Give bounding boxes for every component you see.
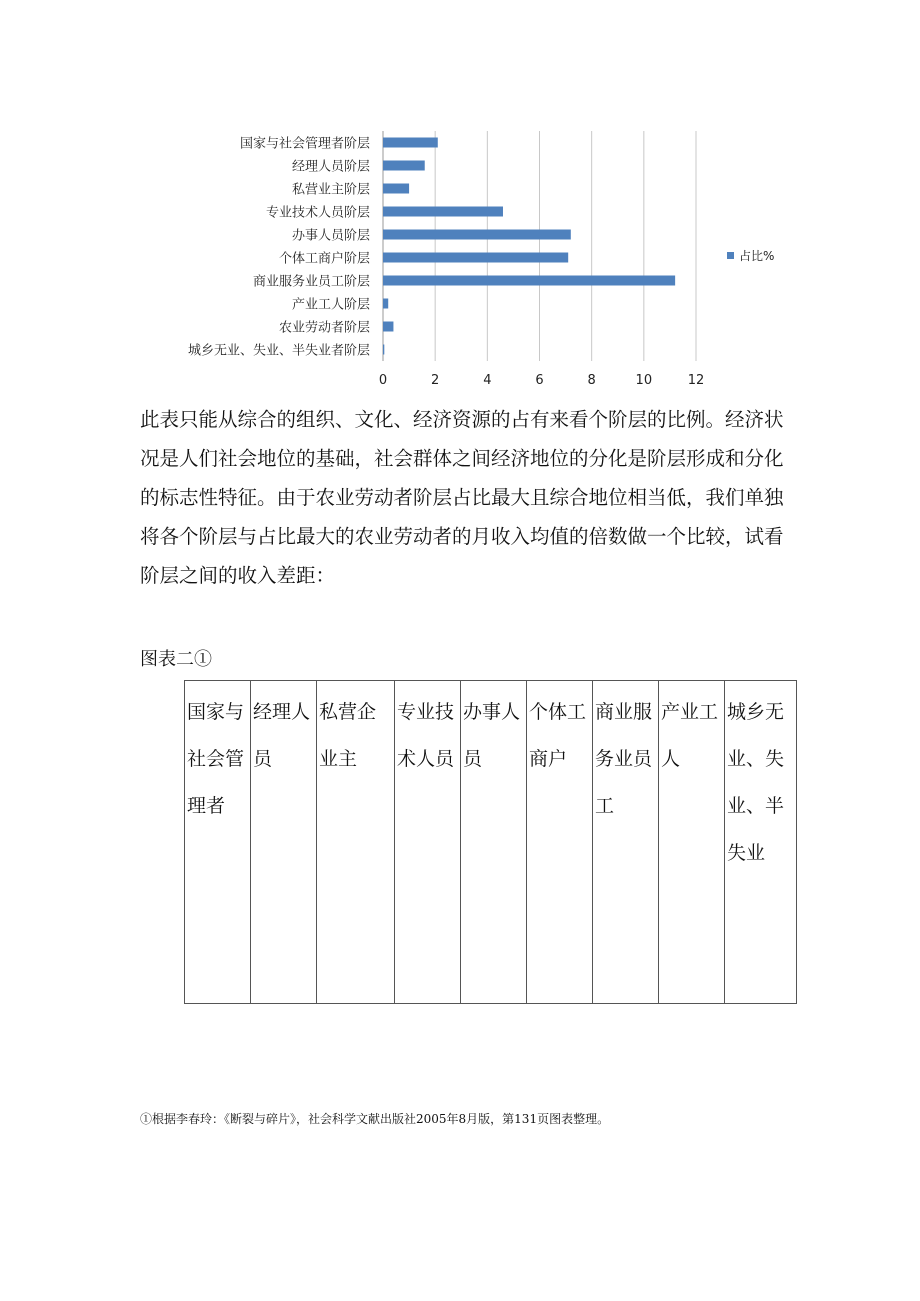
chart-x-tick-labels xyxy=(379,373,704,388)
chart-bar xyxy=(383,299,388,309)
footnote: ①根据李春玲：《断裂与碎片》，社会科学文献出版社2005年8月版，第131页图表整理。 xyxy=(140,1112,610,1126)
table-header-cell: 城乡无业、失业、半失业 xyxy=(725,681,797,1004)
table-header-cell: 经理人员 xyxy=(251,681,317,1004)
chart-category-label: 经理人员阶层 xyxy=(291,159,370,175)
chart-bar xyxy=(383,253,568,263)
table-header-row xyxy=(185,681,797,1004)
table-caption: 图表二① xyxy=(140,649,212,670)
bar-chart xyxy=(140,125,800,390)
chart-category-label: 商业服务业员工阶层 xyxy=(252,274,370,290)
chart-x-tick-label: 10 xyxy=(635,373,653,388)
table-header-cell: 产业工人 xyxy=(659,681,725,1004)
table-header-cell: 个体工商户 xyxy=(527,681,593,1004)
chart-bar xyxy=(383,184,409,194)
chart-bar xyxy=(383,230,571,240)
chart-category-label: 个体工商户阶层 xyxy=(278,251,370,267)
chart-category-label: 国家与社会管理者阶层 xyxy=(239,136,370,152)
chart-bars xyxy=(383,138,675,355)
chart-legend-label: 占比% xyxy=(739,249,775,263)
chart-x-tick-label: 2 xyxy=(431,373,440,388)
chart-category-label: 办事人员阶层 xyxy=(291,228,370,244)
chart-category-label: 私营业主阶层 xyxy=(291,182,370,198)
chart-category-label: 产业工人阶层 xyxy=(291,297,370,313)
table-header-cell: 私营企业主 xyxy=(317,681,395,1004)
chart-category-label: 专业技术人员阶层 xyxy=(265,205,370,221)
chart-x-tick-label: 4 xyxy=(483,373,492,388)
table-header-cell: 专业技术人员 xyxy=(395,681,461,1004)
chart-gridlines xyxy=(383,131,696,361)
body-paragraph: 此表只能从综合的组织、文化、经济资源的占有来看个阶层的比例。经济状况是人们社会地位的基础，社会群体之间经济地位的分化是阶层形成和分化的标志性特征。由于农业劳动者阶层占比最大且综合地位相当低，我们单独将各个阶层与占比最大的农业劳动者的月收入均值的倍数做一个比较，试看阶层之间的收入差距： xyxy=(140,408,784,587)
table-header-cell: 商业服务业员工 xyxy=(593,681,659,1004)
chart-bar xyxy=(383,138,438,148)
chart-bar xyxy=(383,207,503,217)
income-table xyxy=(184,680,797,1004)
chart-category-label: 农业劳动者阶层 xyxy=(278,320,370,336)
chart-bar xyxy=(383,322,393,332)
chart-category-labels xyxy=(188,136,370,359)
chart-bar xyxy=(383,161,425,171)
chart-bar xyxy=(383,345,384,355)
chart-x-tick-label: 8 xyxy=(587,373,596,388)
chart-legend xyxy=(727,248,774,263)
chart-legend-swatch xyxy=(727,252,734,259)
table-header-cell: 国家与社会管理者 xyxy=(185,681,251,1004)
chart-category-label: 城乡无业、失业、半失业者阶层 xyxy=(187,343,370,359)
chart-bar xyxy=(383,276,675,286)
chart-x-tick-label: 12 xyxy=(687,373,705,388)
chart-x-tick-label: 0 xyxy=(378,373,388,388)
table-header-cell: 办事人员 xyxy=(461,681,527,1004)
chart-x-tick-label: 6 xyxy=(535,373,544,388)
